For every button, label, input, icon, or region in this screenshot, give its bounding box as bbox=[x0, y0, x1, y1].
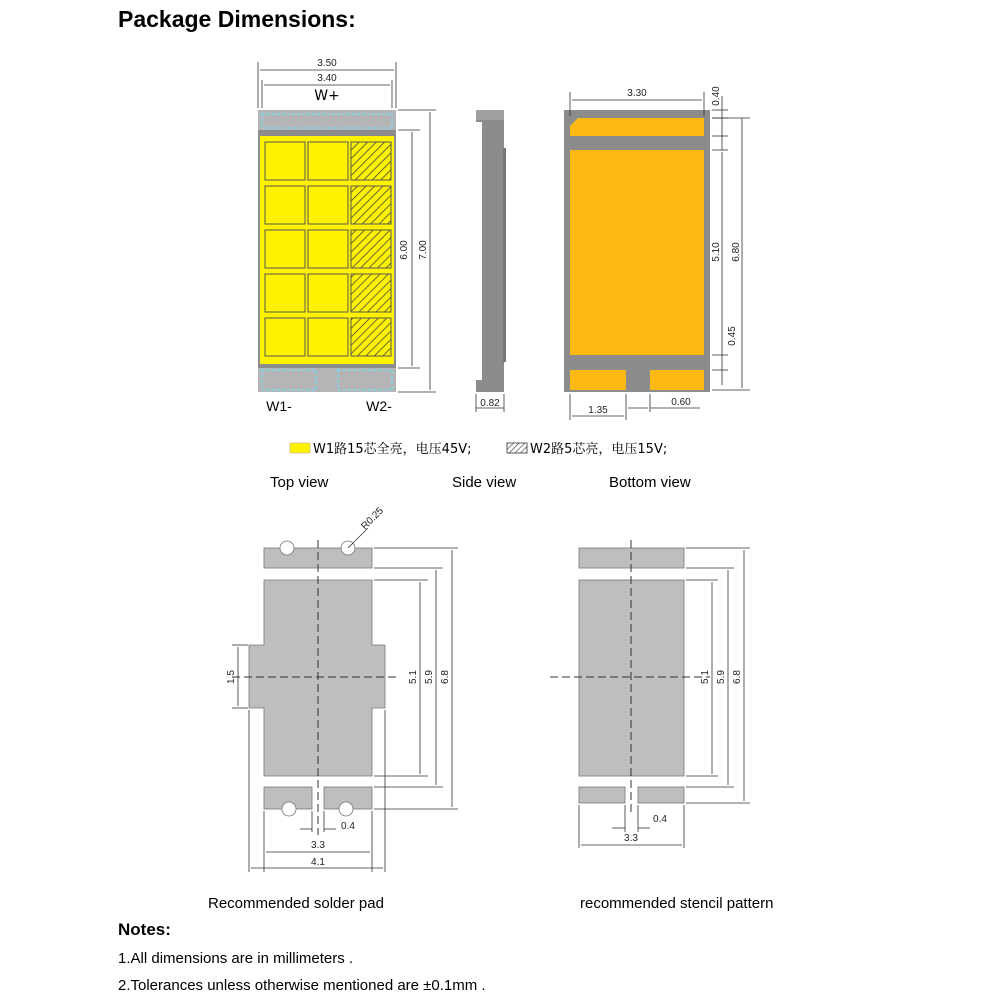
led-chip-w1 bbox=[308, 186, 348, 224]
top-view-w-plus-strip bbox=[258, 110, 396, 130]
dim-height-7.00: 7.00 bbox=[418, 240, 429, 260]
led-chip-w1 bbox=[265, 230, 305, 268]
dim-stencil-mid-height-5.9: 5.9 bbox=[716, 670, 727, 684]
dim-height-6.00: 6.00 bbox=[399, 240, 410, 260]
stencil-drawing bbox=[550, 540, 750, 848]
dim-width-3.40: 3.40 bbox=[317, 73, 337, 84]
solder-pad-drawing bbox=[226, 505, 458, 872]
led-chip-w2 bbox=[351, 230, 391, 268]
dim-stencil-gap-0.4: 0.4 bbox=[653, 814, 667, 825]
dim-stencil-width-3.3: 3.3 bbox=[624, 833, 638, 844]
dim-top-gap-0.40: 0.40 bbox=[711, 86, 722, 106]
dim-total-height-6.8: 6.8 bbox=[440, 670, 451, 684]
led-chip-w1 bbox=[308, 274, 348, 312]
led-chip-w1 bbox=[265, 318, 305, 356]
led-chip-w1 bbox=[265, 186, 305, 224]
dim-main-pad-height-5.10: 5.10 bbox=[711, 242, 722, 262]
dim-thickness-0.82: 0.82 bbox=[480, 398, 500, 409]
dim-top-pad-width-3.30: 3.30 bbox=[627, 88, 647, 99]
solder-top-notch-left bbox=[280, 541, 294, 555]
bottom-view-left-pad bbox=[570, 370, 626, 390]
caption-stencil: recommended stencil pattern bbox=[580, 895, 774, 912]
legend-w1-text: W1路15芯全亮，电压45V; bbox=[313, 442, 472, 457]
label-w1-minus: W1- bbox=[266, 398, 292, 414]
led-chip-w1 bbox=[265, 274, 305, 312]
legend-w2-swatch bbox=[507, 443, 527, 453]
side-view-pad-edge bbox=[503, 148, 506, 362]
dim-gap-0.4: 0.4 bbox=[341, 821, 355, 832]
solder-main-pad bbox=[249, 580, 385, 776]
side-view-top bbox=[476, 110, 504, 120]
led-chip-w2 bbox=[351, 142, 391, 180]
caption-top-view: Top view bbox=[270, 474, 329, 491]
caption-bottom-view: Bottom view bbox=[609, 474, 691, 491]
led-chip-w2 bbox=[351, 274, 391, 312]
led-chip-w2 bbox=[351, 186, 391, 224]
led-chip-w1 bbox=[308, 318, 348, 356]
led-chip-grid bbox=[265, 142, 391, 356]
legend-w1-swatch bbox=[290, 443, 310, 453]
dim-pad-gap-0.60: 0.60 bbox=[671, 397, 691, 408]
led-chip-w1 bbox=[265, 142, 305, 180]
led-chip-w1 bbox=[308, 142, 348, 180]
side-view-core bbox=[482, 122, 504, 380]
dim-inner-width-3.3: 3.3 bbox=[311, 840, 325, 851]
dim-side-tab-1.5: 1.5 bbox=[226, 670, 237, 684]
bottom-view bbox=[564, 86, 750, 420]
dim-width-3.50: 3.50 bbox=[317, 58, 337, 69]
dim-lower-gap-0.45: 0.45 bbox=[727, 326, 738, 346]
dim-main-height-5.1: 5.1 bbox=[408, 670, 419, 684]
dim-stencil-total-height-6.8: 6.8 bbox=[732, 670, 743, 684]
dim-stencil-main-height-5.1: 5.1 bbox=[700, 670, 711, 684]
solder-bottom-notch-left bbox=[282, 802, 296, 816]
dim-radius-r0.25: R0.25 bbox=[359, 505, 386, 533]
note-item-2: 2.Tolerances unless otherwise mentioned are ±0.1mm . bbox=[118, 977, 486, 994]
led-chip-w2 bbox=[351, 318, 391, 356]
dim-total-height-6.80: 6.80 bbox=[731, 242, 742, 262]
notes-title: Notes: bbox=[118, 920, 171, 939]
bottom-view-right-pad bbox=[650, 370, 704, 390]
led-chip-w1 bbox=[308, 230, 348, 268]
label-w2-minus: W2- bbox=[366, 398, 392, 414]
top-view-bottom-strip bbox=[258, 368, 396, 392]
bottom-view-main-pad bbox=[570, 150, 704, 355]
bottom-view-top-pad bbox=[570, 118, 704, 136]
legend bbox=[290, 441, 667, 457]
dim-mid-height-5.9: 5.9 bbox=[424, 670, 435, 684]
legend-w2-text: W2路5芯亮，电压15V; bbox=[530, 442, 668, 457]
stencil-bottom-left-pad bbox=[579, 787, 625, 803]
page-title: Package Dimensions: bbox=[118, 6, 356, 32]
note-item-1: 1.All dimensions are in millimeters . bbox=[118, 950, 354, 967]
stencil-bottom-right-pad bbox=[638, 787, 684, 803]
side-view bbox=[476, 110, 506, 412]
label-w-plus: W+ bbox=[314, 88, 340, 104]
caption-side-view: Side view bbox=[452, 474, 517, 491]
dim-total-width-4.1: 4.1 bbox=[311, 857, 325, 868]
dim-small-pad-width-1.35: 1.35 bbox=[588, 405, 608, 416]
top-view bbox=[258, 58, 436, 414]
solder-bottom-notch-right bbox=[339, 802, 353, 816]
caption-solder-pad: Recommended solder pad bbox=[208, 895, 384, 912]
